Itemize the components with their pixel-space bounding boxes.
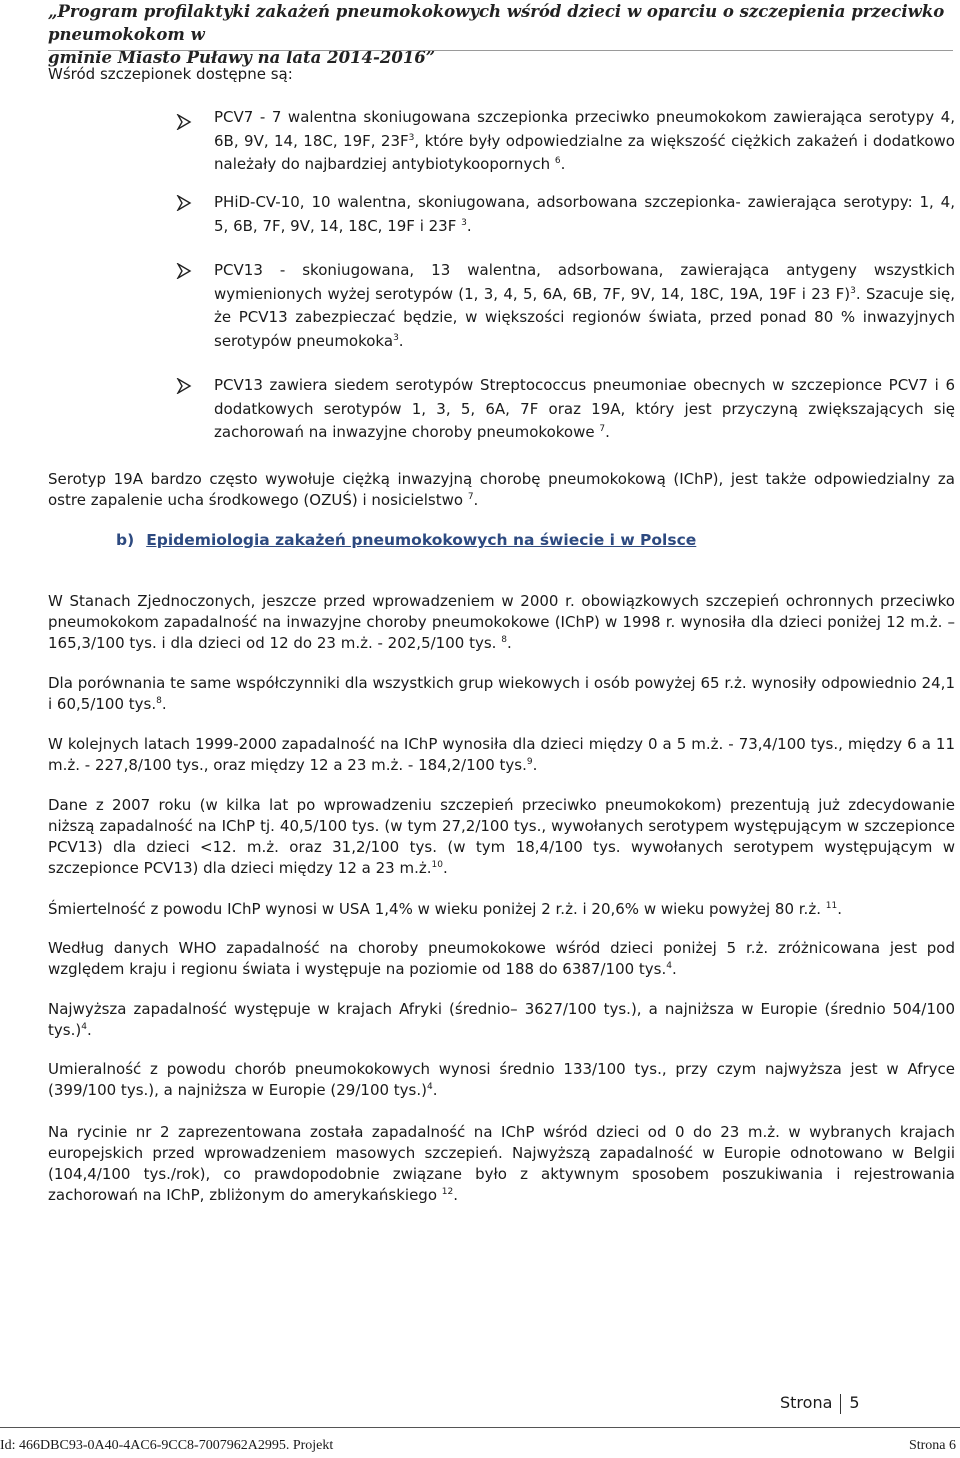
section-title: Epidemiologia zakażeń pneumokokowych na świecie i w Polsce — [146, 531, 697, 549]
paragraph: Śmiertelność z powodu IChP wynosi w USA 1,4% w wieku poniżej 2 r.ż. i 20,6% w wieku powyżej 80 r.ż. $^{11}$. — [48, 900, 842, 918]
list-item: PCV13 zawiera siedem serotypów Streptococcus pneumoniae obecnych w szczepionce PCV7 i 6 dodatkowych serotypów 1, 3, 5, 6A, 7F oraz 19A, który jest przyczyną zwiększających się zachorowań na inwazyjne choroby pneumokokowe $^7$. — [214, 376, 955, 441]
header-line-2: gminie Miasto Puławy na lata 2014-2016” — [48, 48, 436, 67]
paragraph: W kolejnych latach 1999-2000 zapadalność na IChP wynosiła dla dzieci między 0 a 5 m.ż. - 73,4/100 tys., między 6 a 11 m.ż. - 227,8/100 tys., oraz między 12 a 23 m.ż. - 184,2/100 tys.$^9$. — [48, 735, 955, 774]
paragraph: Umieralność z powodu chorób pneumokokowych wynosi średnio 133/100 tys., przy czym najwyższa jest w Afryce (399/100 tys.), a najniższa w Europie (29/100 tys.)$^4$. — [48, 1060, 955, 1099]
list-item: PCV7 - 7 walentna skoniugowana szczepionka przeciwko pneumokokom zawierająca serotypy 4, 6B, 9V, 14, 18C, 19F, $23F^3$, które były odpowiedzialne za większość ciężkich zakażeń i dodatkowo należały do najbardziej antybiotykoopornych $^6$. — [214, 108, 955, 173]
footer-page-label: Strona 6 — [908, 1438, 956, 1453]
header-line-1: „Program profilaktyki zakażeń pneumokokowych wśród dzieci w oparciu o szczepienia przeciwko pneumokokom w — [48, 2, 945, 44]
list-item: PCV13 - skoniugowana, 13 walentna, adsorbowana, zawierająca antygeny wszystkich wymienionych wyżej serotypów (1, 3, 4, 5, 6A, 6B, 7F, 9V, 14, 18C, 19A, 19F i 23 F)$^3$. Szacuje się, że PCV13 zabezpieczać będzie, w większości regionów świata, przed ponad 80 % inwazyjnych serotypów pneumokoka$^3$. — [214, 261, 955, 350]
serotype-paragraph: Serotyp 19A bardzo często wywołuje ciężką inwazyjną chorobę pneumokokową (IChP), jest także odpowiedzialny za ostre zapalenie ucha środkowego (OZUŚ) i nosicielstwo $^7$. — [48, 470, 955, 509]
footer-document-id: Id: 466DBC93-0A40-4AC6-9CC8-7007962A2995. Projekt — [0, 1438, 334, 1453]
arrow-bullet-icon — [176, 263, 192, 279]
arrow-bullet-icon — [176, 378, 192, 394]
list-item: PHiD-CV-10, 10 walentna, skoniugowana, adsorbowana szczepionka- zawierająca serotypy: 1, 4, 5, 6B, 7F, 9V, 14, 18C, 19F i 23F $^3$. — [214, 193, 955, 235]
page-number-separator — [840, 1394, 841, 1414]
section-heading — [116, 530, 696, 551]
document-header — [48, 0, 948, 69]
paragraph: W Stanach Zjednoczonych, jeszcze przed wprowadzeniem w 2000 r. obowiązkowych szczepień ochronnych przeciwko pneumokokom zapadalność na inwazyjne choroby pneumokokowe (IChP) w 1998 r. wynosiła dla dzieci poniżej 12 m.ż. – 165,3/100 tys. i dla dzieci od 12 do 23 m.ż. - 202,5/100 tys. $^8$. — [48, 592, 955, 652]
paragraph: Według danych WHO zapadalność na choroby pneumokokowe wśród dzieci poniżej 5 r.ż. zróżnicowana jest pod względem kraju i regionu świata i występuje na poziomie od 188 do 6387/100 tys.$^4$. — [48, 939, 955, 978]
header-divider — [48, 50, 953, 51]
paragraph: Najwyższa zapadalność występuje w krajach Afryki (średnio– 3627/100 tys.), a najniższa w Europie (średnio 504/100 tys.)$^4$. — [48, 1000, 955, 1039]
section-letter: b) — [116, 531, 135, 549]
footer-divider — [0, 1427, 960, 1428]
paragraph: Na rycinie nr 2 zaprezentowana została zapadalność na IChP wśród dzieci od 0 do 23 m.ż. w wybranych krajach europejskich przed wprowadzeniem masowych szczepień. Najwyższą zapadalność w Europie odnotowano w Belgii (104,4/100 tys./rok), co prawdopodobnie związane było z aktywnym sposobem poszukiwania i rejestrowania zachorowań na IChP, zbliżonym do amerykańskiego $^{12}$. — [48, 1123, 955, 1204]
page-number — [780, 1393, 860, 1414]
paragraph: Dane z 2007 roku (w kilka lat po wprowadzeniu szczepień przeciwko pneumokokom) prezentują już zdecydowanie niższą zapadalność na IChP tj. 40,5/100 tys. (w tym 27,2/100 tys., wywołanych serotypem występującym w szczepionce PCV13) dla dzieci <12. m.ż. oraz 31,2/100 tys. (w tym 18,4/100 tys. wywołanych serotypem występującym w szczepionce PCV13) dla dzieci między 12 a 23 m.ż.$^{10}$. — [48, 796, 955, 877]
paragraph: Dla porównania te same współczynniki dla wszystkich grup wiekowych i osób powyżej 65 r.ż. wynosiły odpowiednio 24,1 i 60,5/100 tys.$^8$. — [48, 674, 955, 713]
arrow-bullet-icon — [176, 195, 192, 211]
intro-text: Wśród szczepionek dostępne są: — [48, 65, 293, 83]
page-label: Strona — [780, 1393, 833, 1412]
page-number-value: 5 — [849, 1393, 860, 1412]
arrow-bullet-icon — [176, 114, 192, 130]
